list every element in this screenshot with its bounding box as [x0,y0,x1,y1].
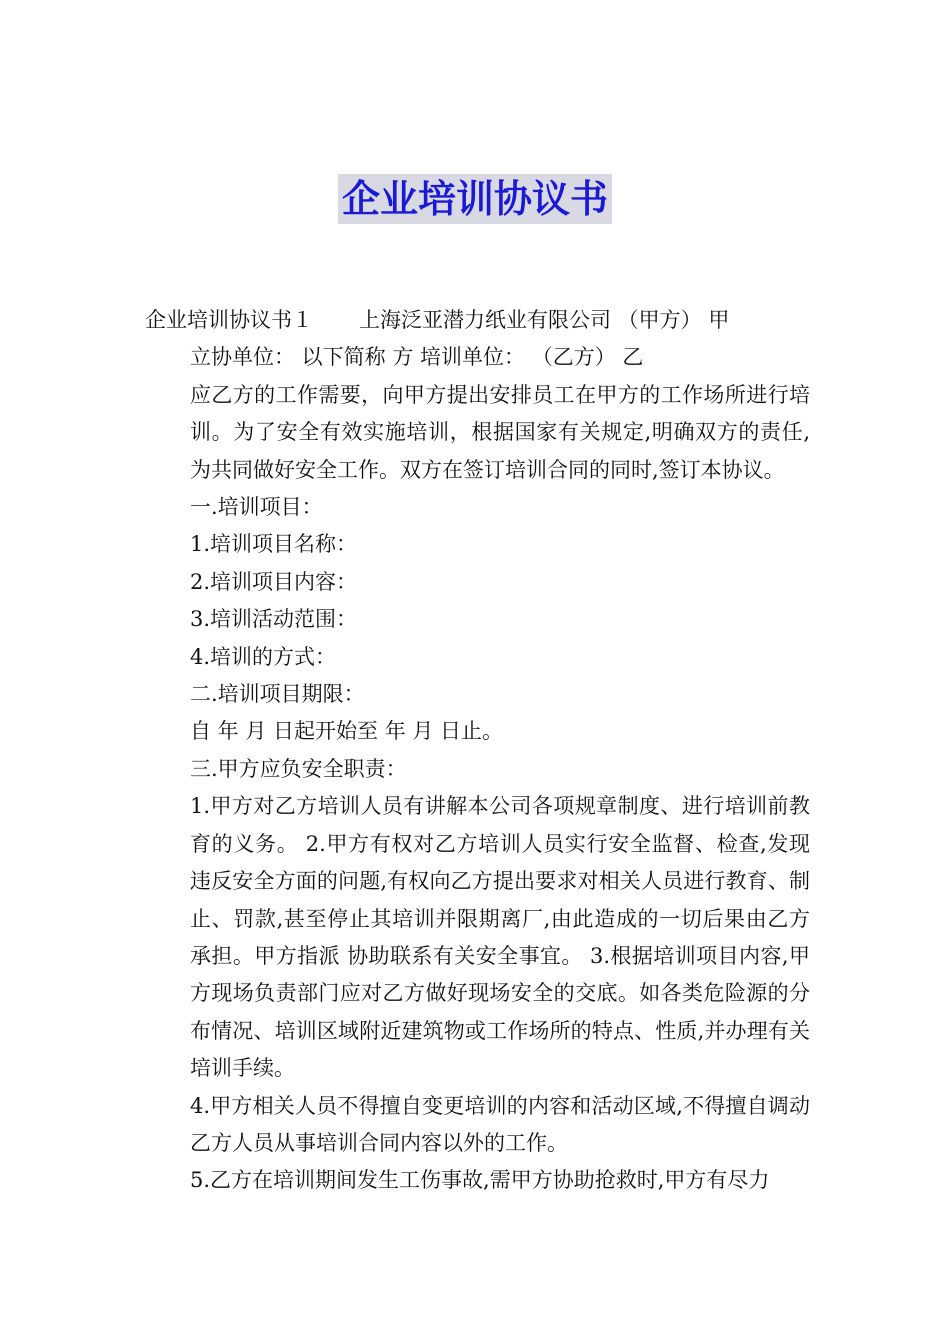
section-heading-1: 一.培训项目： [190,495,323,520]
period-line: 自 年 月 日起开始至 年 月 日止。 [190,719,504,744]
header-line [145,302,810,339]
paragraph-duty-5: 5.乙方在培训期间发生工伤事故,需甲方协助抢救时,甲方有尽力 [190,1168,770,1193]
header-left: 企业培训协议书１ [145,308,313,332]
document-body [145,302,810,1200]
list-item-2: 2.培训项目内容： [190,569,358,594]
section-heading-2: 二.培训项目期限： [190,682,365,707]
paragraph-duties: 1.甲方对乙方培训人员有讲解本公司各项规章制度、进行培训前教育的义务。 2.甲方有权对乙方培训人员实行安全监督、检查,发现违反安全方面的问题,有权向乙方提出要求对相关人员进行教育、制止、罚款,甚至停止其培训并限期离厂,由此造成的一切后果由乙方承担。甲方指派 协助联系有关安全事宜。 3.根据培训项目内容,甲方现场负责部门应对乙方做好现场安全的交底。如各类危险源的分布情况、培训区域附近建筑物或工作场所的特点、性质,并办理有关培训手续。 [190,794,810,1081]
section-heading-3: 三.甲方应负安全职责： [190,756,407,781]
paragraph-intro: 应乙方的工作需要，向甲方提出安排员工在甲方的工作场所进行培训。为了安全有效实施培训，根据国家有关规定,明确双方的责任,为共同做好安全工作。双方在签订培训合同的同时,签订本协议。 [190,382,810,482]
list-item-1: 1.培训项目名称： [190,532,358,557]
list-item-4: 4.培训的方式： [190,644,337,669]
title-container [0,174,950,224]
list-item-3: 3.培训活动范围： [190,607,358,632]
header-right: 上海泛亚潜力纸业有限公司 （甲方） 甲 [359,308,730,332]
paragraph-parties: 立协单位： 以下简称 方 培训单位： （乙方） 乙 [190,345,644,370]
paragraph-duty-4: 4.甲方相关人员不得擅自变更培训的内容和活动区域,不得擅自调动乙方人员从事培训合同内容以外的工作。 [190,1093,810,1155]
document-title: 企业培训协议书 [338,174,612,224]
